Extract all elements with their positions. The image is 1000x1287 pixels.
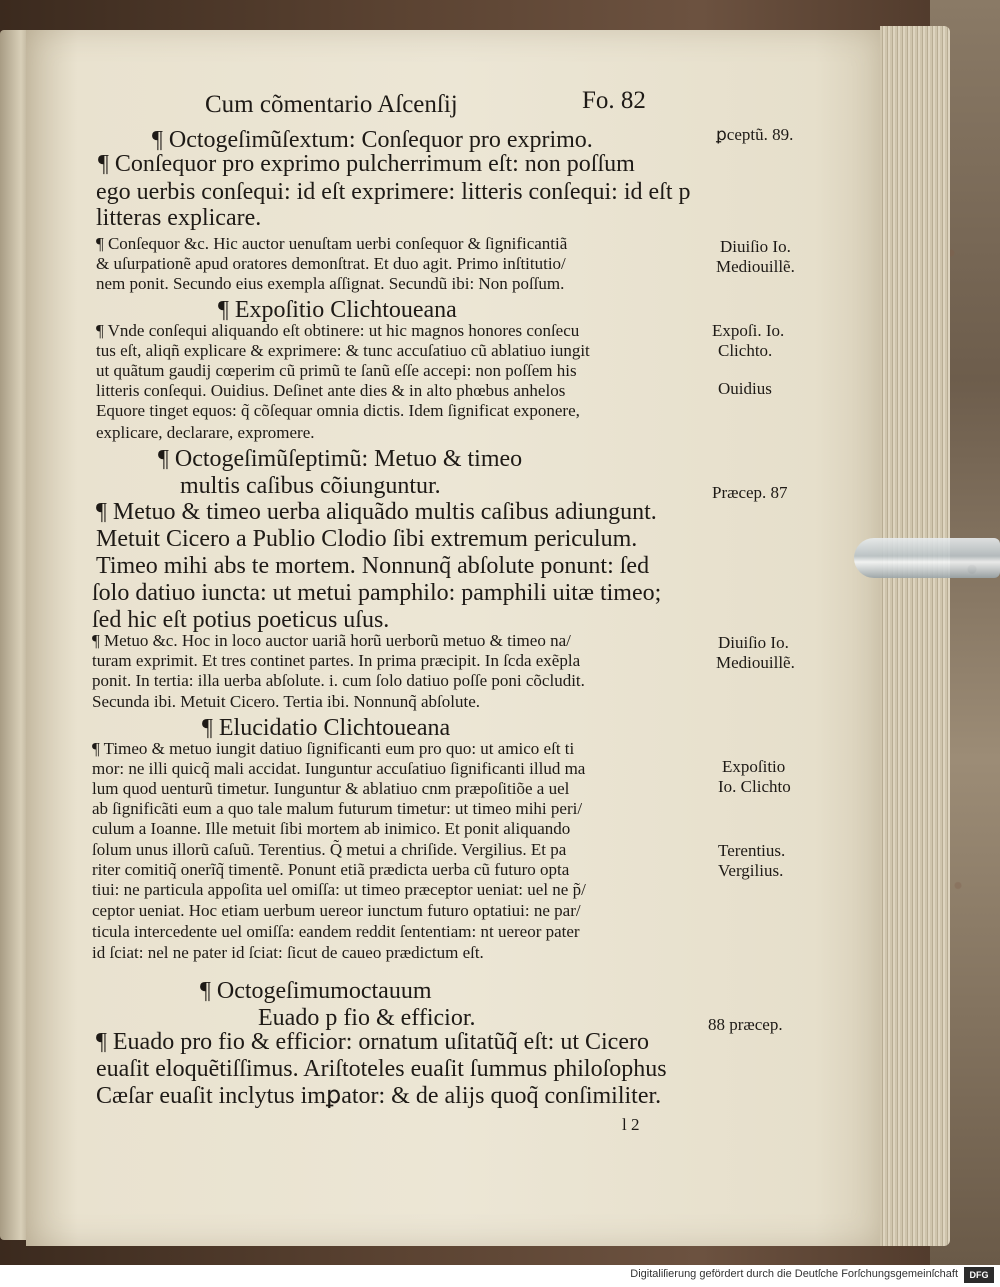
subheading: ¶ Elucidatio Clichtoueana — [202, 715, 451, 741]
commentary-line: ut quãtum gaudij cœperim cũ primũ te ſanũ eſſe accepi: non poſſem his — [96, 361, 577, 380]
commentary-line: ¶ Metuo &c. Hoc in loco auctor uariã horũ uerborũ metuo & timeo na/ — [92, 631, 571, 650]
footer-credit: Digitaliſierung gefördert durch die Deutſche Forſchungsgemeinſchaft — [630, 1268, 958, 1280]
page-clip — [854, 538, 1000, 578]
commentary-line: tus eſt, aliqñ explicare & exprimere: & tunc accuſatiuo cũ ablatiuo iungit — [96, 341, 590, 360]
subheading: ¶ Expoſitio Clichtoueana — [218, 297, 457, 323]
running-head: Cum cõmentario Aſcenſij — [205, 91, 458, 118]
commentary-line: Secunda ibi. Metuit Cicero. Tertia ibi. Nonnunq̃ abſolute. — [92, 692, 481, 711]
commentary-line: lum quod uenturũ timetur. Iunguntur & ablatiuo cnm præpoſitiõe a uel — [92, 779, 570, 798]
margin-note: Expoſitio — [722, 757, 786, 776]
commentary-line: ponit. In tertia: illa uerba abſolute. i. cum ſolo datiuo poſſe poni cõcludit. — [92, 671, 585, 690]
text-line: litteras explicare. — [96, 205, 262, 231]
commentary-line: mor: ne illi quicq̃ mali accidat. Iunguntur accuſatiuo ſignificanti illud ma — [92, 759, 586, 778]
commentary-line: & uſurpationẽ apud oratores demonſtrat. Et duo agit. Primo inſtitutio/ — [96, 254, 566, 273]
margin-note: Vergilius. — [718, 861, 784, 880]
section-heading: ¶ Octogeſimũſextum: Conſequor pro exprimo. — [152, 127, 593, 153]
page-edges — [880, 26, 950, 1246]
section-heading: multis caſibus cõiunguntur. — [180, 473, 441, 499]
margin-note: Expoſi. Io. — [712, 321, 785, 340]
commentary-line: riter comitiq̃ onerĩq̃ timentẽ. Ponunt etiã prædicta uerba cũ futuro opta — [92, 860, 570, 879]
commentary-line: Equore tinget equos: q̃ cõſequar omnia dictis. Idem ſignificat exponere, — [96, 401, 580, 420]
commentary-line: ¶ Vnde conſequi aliquando eſt obtinere: ut hic magnos honores conſecu — [96, 321, 580, 340]
text-line: Cæſar euaſit inclytus imꝑator: & de alijs quoq̃ conſimiliter. — [96, 1083, 662, 1109]
margin-note: ꝑceptũ. 89. — [716, 125, 794, 144]
commentary-line: litteris conſequi. Ouidius. Deſinet ante dies & in alto phœbus anhelos — [96, 381, 566, 400]
margin-note: 88 præcep. — [708, 1015, 783, 1034]
text-line: ſolo datiuo iuncta: ut metui pamphilo: pamphili uitæ timeo; — [92, 580, 662, 606]
margin-note: Mediouillẽ. — [716, 653, 795, 672]
folio-number: Fo. 82 — [582, 87, 646, 114]
commentary-line: explicare, declarare, expromere. — [96, 423, 315, 442]
text-line: ¶ Metuo & timeo uerba aliquãdo multis caſibus adiungunt. — [96, 499, 657, 525]
dfg-logo: DFG — [964, 1267, 994, 1283]
text-line: ego uerbis conſequi: id eſt exprimere: litteris conſequi: id eſt p — [96, 179, 691, 205]
margin-note: Mediouillẽ. — [716, 257, 795, 276]
margin-note: Clichto. — [718, 341, 773, 360]
commentary-line: ſolum unus illorũ caſuũ. Terentius. Q̃ metui a chriſide. Vergilius. Et pa — [92, 840, 567, 859]
text-line: ¶ Euado pro fio & efficior: ornatum uſitatũq̃ eſt: ut Cicero — [96, 1029, 649, 1055]
text-line: Timeo mihi abs te mortem. Nonnunq̃ abſolute ponunt: ſed — [96, 553, 650, 579]
margin-note: Diuiſio Io. — [718, 633, 789, 652]
commentary-line: ticula intercedente uel omiſſa: eandem reddit ſententiam: nt uereor pater — [92, 922, 580, 941]
section-heading: ¶ Octogeſimumoctauum — [200, 978, 432, 1004]
commentary-line: ¶ Conſequor &c. Hic auctor uenuſtam uerbi conſequor & ſignificantiã — [96, 234, 568, 253]
signature-mark: l 2 — [622, 1115, 640, 1134]
section-heading: ¶ Octogeſimũſeptimũ: Metuo & timeo — [158, 446, 523, 472]
margin-note: Io. Clichto — [718, 777, 791, 796]
margin-note: Ouidius — [718, 379, 772, 398]
text-line: Metuit Cicero a Publio Clodio ſibi extremum periculum. — [96, 526, 638, 552]
text-line: ¶ Conſequor pro exprimo pulcherrimum eſt: non poſſum — [98, 151, 635, 177]
commentary-line: tiui: ne particula appoſita uel omiſſa: ut timeo præceptor ueniat: uel ne p̃/ — [92, 880, 586, 899]
margin-note: Terentius. — [718, 841, 786, 860]
text-line: euaſit eloquẽtiſſimus. Ariſtoteles euaſit ſummus philoſophus — [96, 1056, 667, 1082]
margin-note: Diuiſio Io. — [720, 237, 791, 256]
commentary-line: nem ponit. Secundo eius exempla aſſignat. Secundũ ibi: Non poſſum. — [96, 274, 565, 293]
commentary-line: id ſciat: nel ne pater id ſciat: ſicut de caueo prædictum eſt. — [92, 943, 484, 962]
commentary-line: turam exprimit. Et tres continet partes. In prima præcipit. In ſcda exẽpla — [92, 651, 581, 670]
commentary-line: ceptor ueniat. Hoc etiam uerbum uereor iunctum futuro optatiui: ne par/ — [92, 901, 581, 920]
margin-note: Præcep. 87 — [712, 483, 788, 502]
commentary-line: ab ſignificãti eum a quo tale malum futurum timetur: ut timeo mihi peri/ — [92, 799, 583, 818]
commentary-line: culum a Ioanne. Ille metuit ſibi mortem ab inimico. Et ponit aliquando — [92, 819, 571, 838]
text-line: ſed hic eſt potius poeticus uſus. — [92, 607, 390, 633]
section-heading: Euado p fio & efficior. — [258, 1005, 476, 1031]
commentary-line: ¶ Timeo & metuo iungit datiuo ſignificanti eum pro quo: ut amico eſt ti — [92, 739, 575, 758]
